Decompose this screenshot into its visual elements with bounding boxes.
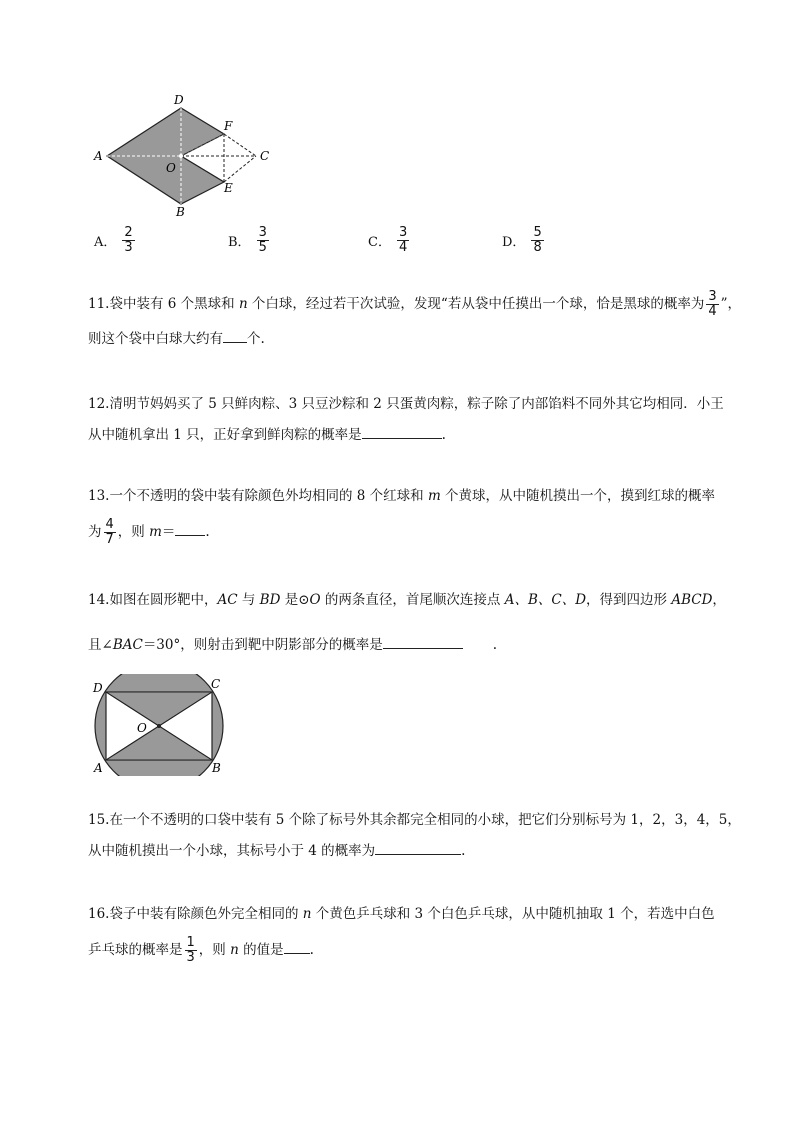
label-d: D [174,93,184,107]
q16-text: 的值是 [238,942,284,958]
q11-text: 个白球，经过若干次试验，发现“若从袋中任摸出一个球，恰是黑球的概率为 [247,296,705,312]
question-14-line-1 [88,592,726,608]
q14-text: ，得到四边形 [586,592,672,608]
choice-d[interactable] [502,226,546,255]
fraction [397,226,409,255]
quadrilateral-abcd: ABCD [671,592,713,608]
line-fc [224,134,256,156]
q11-text: 则这个袋中白球大约有 [88,331,223,347]
answer-blank[interactable] [284,941,310,954]
points-list: A、B、C、D [504,592,587,608]
choice-letter: D． [502,235,526,250]
q14-text: ＝30°，则射击到靶中阴影部分的概率是 [142,637,383,653]
q15-text: . [461,843,466,859]
question-13-line-1 [88,488,715,504]
q14-text: ， [712,592,726,608]
label-c: C [260,149,270,163]
denominator: 4 [708,304,717,319]
numerator: 3 [258,225,267,240]
question-13-line-2 [88,518,210,547]
angle-bac: BAC [112,637,143,653]
q14-text: 是⊙ [280,592,310,608]
center-point [157,724,161,728]
label-c: C [211,677,221,691]
variable-n: n [302,906,312,922]
q11-text: ”， [720,296,742,312]
question-15-line-2 [88,842,465,859]
question-12-line-1 [88,396,724,412]
q13-text: ＝ [161,524,176,540]
answer-blank[interactable] [175,523,205,536]
label-o: O [166,161,176,175]
q14-text: 的两条直径，首尾顺次连接点 [320,592,505,608]
label-a: A [94,149,103,163]
circle-target-figure [88,674,238,776]
denominator: 3 [124,240,133,255]
fraction [104,518,116,547]
numerator: 4 [105,517,114,532]
choice-b[interactable] [228,226,271,255]
q16-text: . [309,942,314,958]
q16-text: ，则 [198,942,231,958]
label-o: O [137,721,147,735]
line-ec [224,156,256,182]
segment-bd: BD [259,592,281,608]
choice-c[interactable] [368,226,411,255]
question-11-line-1 [88,290,741,319]
q14-text: . [492,637,498,653]
point-o: O [309,592,321,608]
answer-blank[interactable] [223,330,247,343]
numerator: 1 [186,935,195,950]
question-11-line-2 [88,330,265,347]
q16-text: 乒乓球的概率是 [88,942,183,958]
choice-letter: A． [94,235,117,250]
numerator: 5 [533,225,542,240]
q11-text: 11.袋中装有 6 个黑球和 [88,296,239,312]
center-point [179,154,183,158]
q14-text: 14.如图在圆形靶中， [88,592,218,608]
q13-text: 为 [88,524,102,540]
answer-blank[interactable] [362,426,442,439]
q13-text: 个黄球，从中随机摸出一个，摸到红球的概率 [440,488,716,504]
question-16-line-2 [88,936,314,965]
question-16-line-1 [88,906,715,922]
denominator: 7 [105,532,114,547]
q13-text: ，则 [117,524,150,540]
fraction [185,936,197,965]
q13-text: . [205,524,210,540]
q15-text: 从中随机摸出一个小球，其标号小于 4 的概率为 [88,843,376,859]
variable-m: m [427,488,441,504]
denominator: 5 [258,240,267,255]
q16-text: 16.袋子中装有除颜色外完全相同的 [88,906,303,922]
label-d: D [93,681,103,695]
denominator: 4 [398,240,408,255]
q12-text: 12.清明节妈妈买了 5 只鲜肉粽、3 只豆沙粽和 2 只蛋黄肉粽，粽子除了内部馅料不同外其它均相同．小王 [88,396,724,412]
numerator: 3 [398,225,408,240]
denominator: 3 [186,950,195,965]
label-a: A [94,761,103,775]
q14-text: 且∠ [88,637,113,653]
label-b: B [212,761,221,775]
q16-text: 个黄色乒乓球和 3 个白色乒乓球，从中随机抽取 1 个，若选中白色 [311,906,715,922]
answer-blank[interactable] [375,842,461,855]
label-f: F [224,119,233,133]
question-15-line-1 [88,812,741,828]
numerator: 3 [708,289,717,304]
fraction [122,226,134,255]
q11-text: 个. [247,331,265,347]
q12-text: . [441,427,446,443]
choice-letter: B． [228,235,251,250]
denominator: 8 [533,240,542,255]
variable-n: n [230,942,239,958]
answer-blank[interactable] [383,636,463,649]
fraction [531,226,543,255]
q14-text: 与 [237,592,260,608]
fraction [257,226,269,255]
numerator: 2 [124,225,133,240]
question-14-line-2 [88,636,497,653]
choice-letter: C． [368,235,391,250]
q13-text: 13.一个不透明的袋中装有除颜色外均相同的 8 个红球和 [88,488,428,504]
segment-ac: AC [217,592,238,608]
label-e: E [224,181,233,195]
question-12-line-2 [88,426,446,443]
variable-m: m [149,524,162,540]
q15-text: 15.在一个不透明的口袋中装有 5 个除了标号外其余都完全相同的小球，把它们分别标号为 1，2，3，4，5， [88,812,741,828]
label-b: B [176,205,185,219]
rhombus-figure [88,92,288,224]
fraction [706,290,718,319]
choice-a[interactable] [94,226,137,255]
q12-text: 从中随机拿出 1 只，正好拿到鲜肉粽的概率是 [88,427,362,443]
variable-n: n [238,296,248,312]
